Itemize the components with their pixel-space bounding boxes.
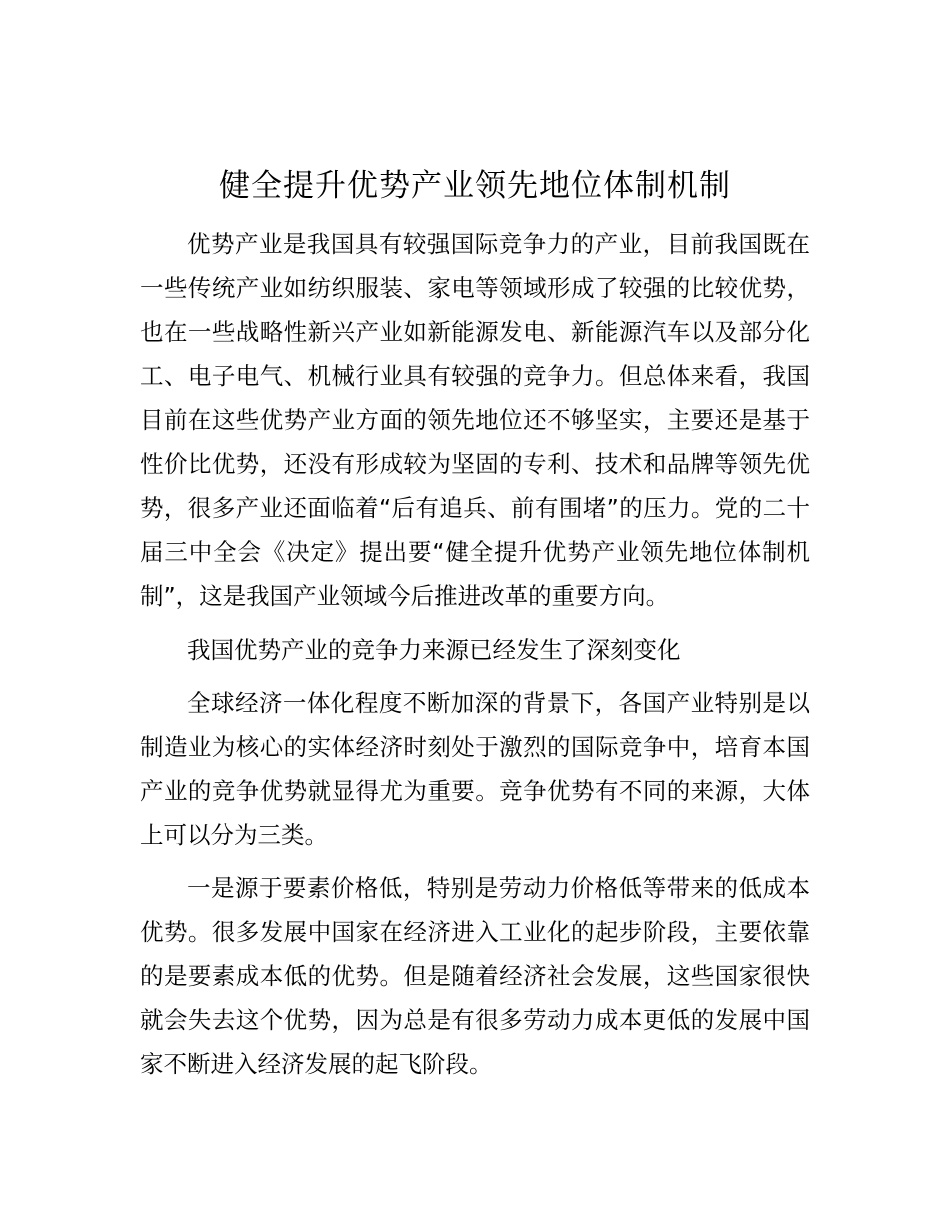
document-body [140,222,810,1086]
paragraph-competition-sources: 全球经济一体化程度不断加深的背景下，各国产业特别是以制造业为核心的实体经济时刻处于激烈的国际竞争中，培育本国产业的竞争优势就显得尤为重要。竞争优势有不同的来源，大体上可以分为三类。 [140,689,810,849]
paragraph-low-cost-advantage: 一是源于要素价格低，特别是劳动力价格低等带来的低成本优势。很多发展中国家在经济进入工业化的起步阶段，主要依靠的是要素成本低的优势。但是随着经济社会发展，这些国家很快就会失去这个优势，因为总是有很多劳动力成本更低的发展中国家不断进入经济发展的起飞阶段。 [140,874,810,1078]
document-title: 健全提升优势产业领先地位体制机制 [219,168,731,204]
paragraph-intro: 优势产业是我国具有较强国际竞争力的产业，目前我国既在一些传统产业如纺织服装、家电等领域形成了较强的比较优势，也在一些战略性新兴产业如新能源发电、新能源汽车以及部分化工、电子电气、机械行业具有较强的竞争力。但总体来看，我国目前在这些优势产业方面的领先地位还不够坚实，主要还是基于性价比优势，还没有形成较为坚固的专利、技术和品牌等领先优势，很多产业还面临着“后有追兵、前有围堵”的压力。党的二十届三中全会《决定》提出要“健全提升优势产业领先地位体制机制”，这是我国产业领域今后推进改革的重要方向。 [140,230,810,610]
paragraph-section-heading: 我国优势产业的竞争力来源已经发生了深刻变化 [187,636,681,664]
